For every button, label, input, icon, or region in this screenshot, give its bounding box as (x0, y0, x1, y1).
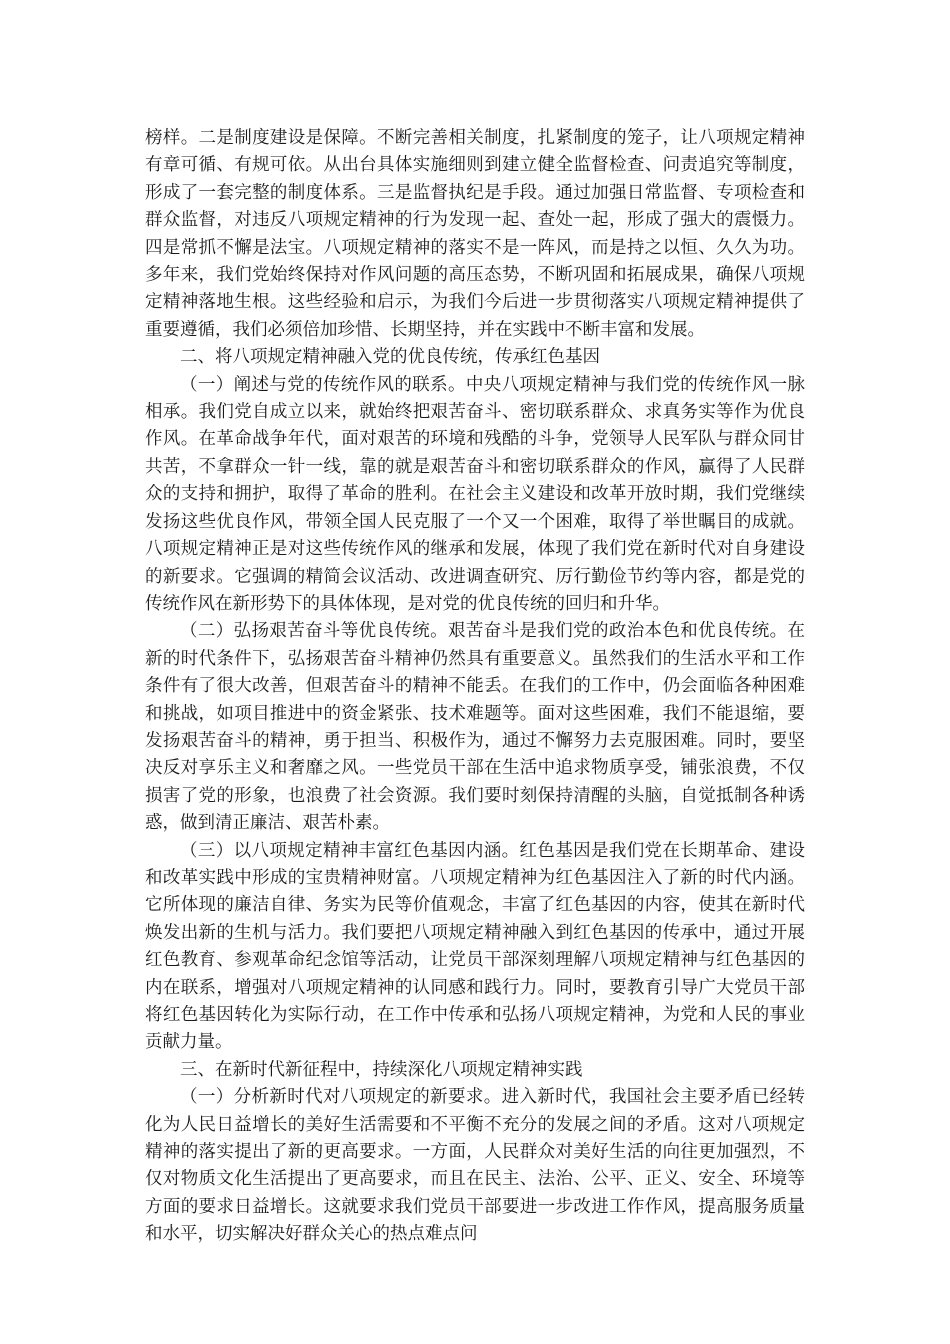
paragraph-continuation: 榜样。二是制度建设是保障。不断完善相关制度，扎紧制度的笼子，让八项规定精神有章可循、有规可依。从出台具体实施细则到建立健全监督检查、问责追究等制度，形成了一套完整的制度体系。三是监督执纪是手段。通过加强日常监督、专项检查和群众监督，对违反八项规定精神的行为发现一起、查处一起，形成了强大的震慑力。四是常抓不懈是法宝。八项规定精神的落实不是一阵风，而是持之以恒、久久为功。多年来，我们党始终保持对作风问题的高压态势，不断巩固和拓展成果，确保八项规定精神落地生根。这些经验和启示，为我们今后进一步贯彻落实八项规定精神提供了重要遵循，我们必须倍加珍惜、长期坚持，并在实践中不断丰富和发展。 (145, 128, 805, 340)
paragraph-2-3: （三）以八项规定精神丰富红色基因内涵。红色基因是我们党在长期革命、建设和改革实践中形成的宝贵精神财富。八项规定精神为红色基因注入了新的时代内涵。它所体现的廉洁自律、务实为民等价值观念，丰富了红色基因的内容，使其在新时代焕发出新的生机与活力。我们要把八项规定精神融入到红色基因的传承中，通过开展红色教育、参观革命纪念馆等活动，让党员干部深刻理解八项规定精神与红色基因的内在联系，增强对八项规定精神的认同感和践行力。同时，要教育引导广大党员干部将红色基因转化为实际行动，在工作中传承和弘扬八项规定精神，为党和人民的事业贡献力量。 (145, 840, 805, 1053)
section-heading-2: 二、将八项规定精神融入党的优良传统，传承红色基因 (180, 347, 600, 368)
paragraph-2-1: （一）阐述与党的传统作风的联系。中央八项规定精神与我们党的传统作风一脉相承。我们党自成立以来，就始终把艰苦奋斗、密切联系群众、求真务实等作为优良作风。在革命战争年代，面对艰苦的环境和残酷的斗争，党领导人民军队与群众同甘共苦，不拿群众一针一线，靠的就是艰苦奋斗和密切联系群众的作风，赢得了人民群众的支持和拥护，取得了革命的胜利。在社会主义建设和改革开放时期，我们党继续发扬这些优良作风，带领全国人民克服了一个又一个困难，取得了举世瞩目的成就。八项规定精神正是对这些传统作风的继承和发展，体现了我们党在新时代对自身建设的新要求。它强调的精简会议活动、改进调查研究、厉行勤俭节约等内容，都是党的传统作风在新形势下的具体体现，是对党的优良传统的回归和升华。 (145, 374, 805, 614)
paragraph-3-1: （一）分析新时代对八项规定的新要求。进入新时代，我国社会主要矛盾已经转化为人民日益增长的美好生活需要和不平衡不充分的发展之间的矛盾。这对八项规定精神的落实提出了新的更高要求。一方面，人民群众对美好生活的向往更加强烈，不仅对物质文化生活提出了更高要求，而且在民主、法治、公平、正义、安全、环境等方面的要求日益增长。这就要求我们党员干部要进一步改进工作作风，提高服务质量和水平，切实解决好群众关心的热点难点问 (145, 1087, 805, 1245)
section-heading-3: 三、在新时代新征程中，持续深化八项规定精神实践 (180, 1059, 583, 1080)
document-body (145, 125, 805, 1249)
paragraph-2-2: （二）弘扬艰苦奋斗等优良传统。艰苦奋斗是我们党的政治本色和优良传统。在新的时代条件下，弘扬艰苦奋斗精神仍然具有重要意义。虽然我们的生活水平和工作条件有了很大改善，但艰苦奋斗的精神不能丢。在我们的工作中，仍会面临各种困难和挑战，如项目推进中的资金紧张、技术难题等。面对这些困难，我们不能退缩，要发扬艰苦奋斗的精神，勇于担当、积极作为，通过不懈努力去克服困难。同时，要坚决反对享乐主义和奢靡之风。一些党员干部在生活中追求物质享受，铺张浪费，不仅损害了党的形象，也浪费了社会资源。我们要时刻保持清醒的头脑，自觉抵制各种诱惑，做到清正廉洁、艰苦朴素。 (145, 621, 805, 834)
